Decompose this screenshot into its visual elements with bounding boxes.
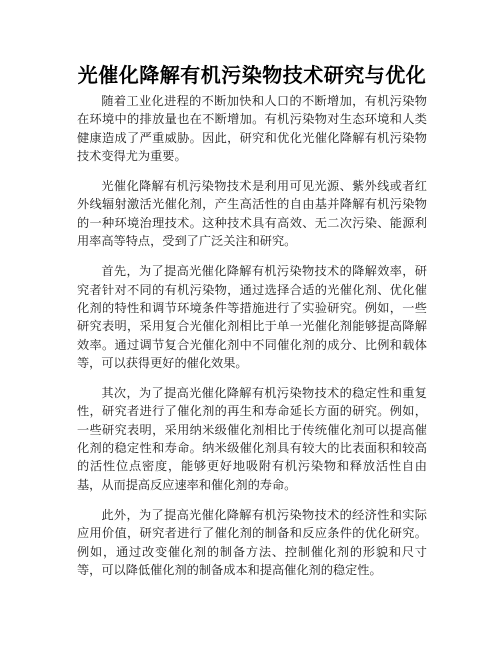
paragraph-5: 此外，为了提高光催化降解有机污染物技术的经济性和实际应用价值，研究者进行了催化剂的制备和反应条件的优化研究。例如，通过改变催化剂的制备方法、控制催化剂的形貌和尺寸等，可以降低催化剂的制备成本和提高催化剂的稳定性。: [77, 507, 427, 577]
paragraph-2: 光催化降解有机污染物技术是利用可见光源、紫外线或者红外线辐射激活光催化剂，产生高活性的自由基并降解有机污染物的一种环境治理技术。这种技术具有高效、无二次污染、能源利用率高等特点，受到了广泛关注和研究。: [77, 179, 427, 249]
paragraph-1: 随着工业化进程的不断加快和人口的不断增加，有机污染物在环境中的排放量也在不断增加。有机污染物对生态环境和人类健康造成了严重威胁。因此，研究和优化光催化降解有机污染物技术变得尤为重要。: [77, 94, 427, 163]
paragraph-4: 其次，为了提高光催化降解有机污染物技术的稳定性和重复性，研究者进行了催化剂的再生和寿命延长方面的研究。例如，一些研究表明，采用纳米级催化剂相比于传统催化剂可以提高催化剂的稳定性和寿命。纳米级催化剂具有较大的比表面积和较高的活性位点密度，能够更好地吸附有机污染物和释放活性自由基，从而提高反应速率和催化剂的寿命。: [77, 386, 427, 492]
paragraph-3: 首先，为了提高光催化降解有机污染物技术的降解效率，研究者针对不同的有机污染物，通过选择合适的光催化剂、优化催化剂的特性和调节环境条件等措施进行了实验研究。例如，一些研究表明，采用复合光催化剂相比于单一光催化剂能够提高降解效率。通过调节复合光催化剂中不同催化剂的成分、比例和载体等，可以获得更好的催化效果。: [77, 264, 427, 370]
document-title: 光催化降解有机污染物技术研究与优化: [77, 63, 427, 87]
